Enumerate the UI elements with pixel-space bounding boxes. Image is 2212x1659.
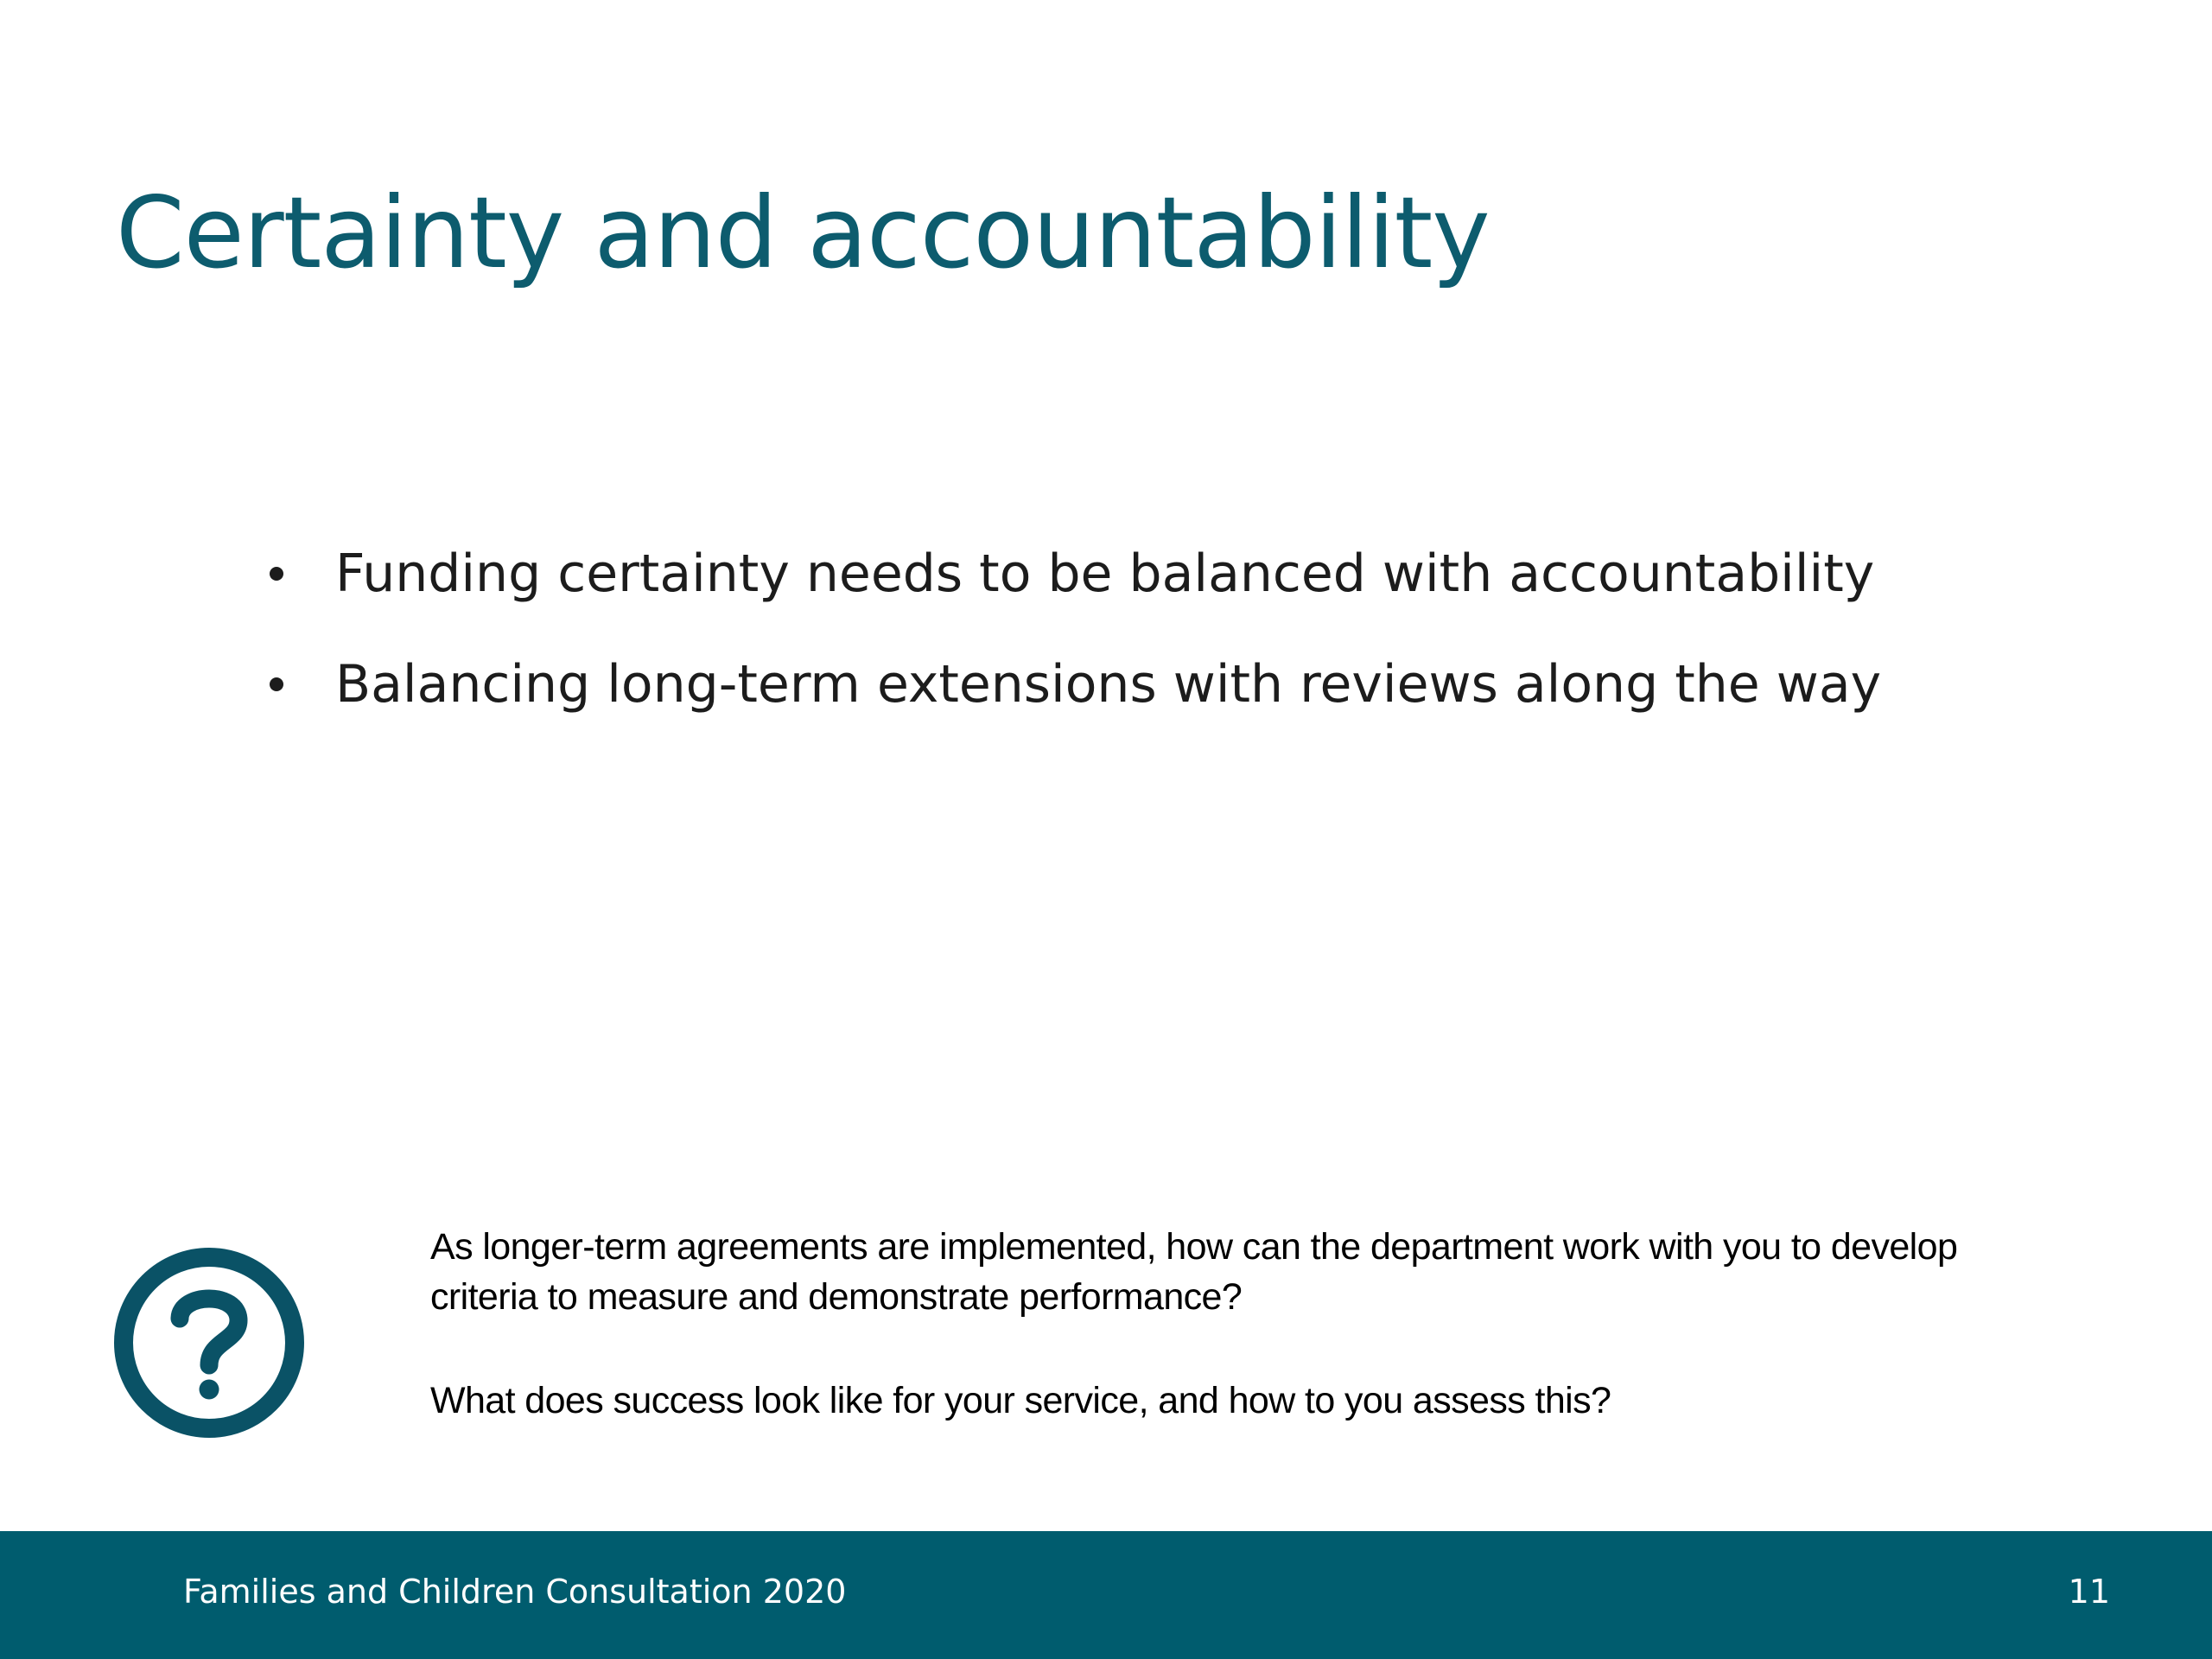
footer-bar [0,1531,2212,1659]
question-text: What does success look like for your service, and how to you assess this? [430,1380,1611,1421]
bullet-text: Funding certainty needs to be balanced with accountability [335,543,1875,604]
bullet-point-icon [270,677,283,691]
bullet-item [259,518,1881,629]
slide-number: 11 [2068,1573,2110,1611]
question-circle-icon [112,1246,306,1440]
bullet-item [259,629,1881,740]
footer-text: Families and Children Consultation 2020 [183,1573,847,1611]
discussion-questions [430,1222,2072,1426]
bullet-text: Balancing long-term extensions with reviews along the way [335,654,1882,715]
slide-title: Certainty and accountability [116,175,1490,290]
bullet-list [259,518,1881,740]
question-text: As longer-term agreements are implemented, how can the department work with you to develop criteria to measure and demonstrate performance? [430,1226,1958,1318]
bullet-point-icon [270,567,283,581]
